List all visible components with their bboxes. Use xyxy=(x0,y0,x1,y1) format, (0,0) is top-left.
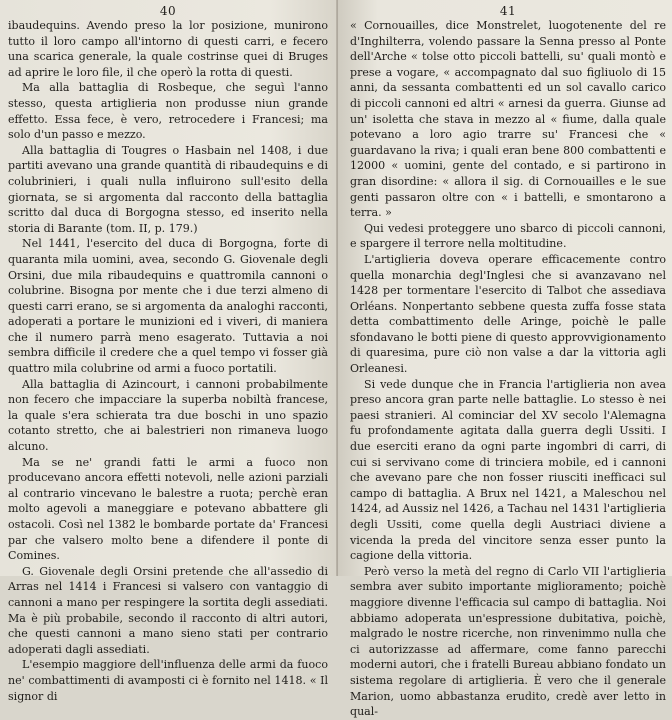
paragraph: « Cornouailles, dice Monstrelet, luogotenente del re d'Inghilterra, volendo passare la Senna presso al Ponte dell'Arche « tolse otto piccoli battelli, su' quali montò e prese a vogare, « accompagnato dal suo figliuolo di 15 anni, da sessanta combattenti ed un sol cavallo carico di piccoli cannoni ed altri « arnesi da guerra. Giunse ad un' isoletta che stava in mezzo al « fiume, dalla quale potevano a loro agio trarre su' Francesi che « guardavano la riva; i quali eran bene 800 combattenti e 12000 « uomini, gente del contado, e si partirono in gran disordine: « allora il sig. di Cornouailles e le sue genti passaron oltre con « i battelli, e smontarono a terra. » xyxy=(350,19,666,220)
page-number-left: 40 xyxy=(159,4,177,18)
paragraph: Nel 1441, l'esercito del duca di Borgogna, forte di quaranta mila uomini, avea, secondo G. Giovenale degli Orsini, due mila ribaudequins e quattromila cannoni o colubrine. Bisogna por mente che i due terzi almeno di questi carri erano, se si argomenta da analoghi racconti, adoperati a portare le munizioni ed i viveri, di maniera che il numero parrà meno esagerato. Tuttavia a noi sembra difficile il credere che a quel tempo vi fosser già quattro mila colubrine od armi a fuoco portatili. xyxy=(8,237,328,376)
page-number-right: 41 xyxy=(499,4,517,18)
paragraph: ibaudequins. Avendo preso la lor posizione, munirono tutto il loro campo all'intorno di questi carri, e fecero una scarica generale, la quale costrinse quei di Bruges ad aprire le loro file, il che operò la rotta di questi. xyxy=(8,19,328,79)
left-page xyxy=(0,0,338,703)
paragraph: G. Giovenale degli Orsini pretende che all'assedio di Arras nel 1414 i Francesi si valsero con vantaggio di cannoni a mano per respingere la sortita degli assediati. Ma è più probabile, secondo il racconto di altri autori, che questi cannoni a mano sieno stati per contrario adoperati dagli assediati. xyxy=(8,564,328,656)
paragraph: Alla battaglia di Azincourt, i cannoni probabilmente non fecero che impacciare la superba nobiltà francese, la quale s'era schierata tra due boschi in uno spazio cotanto stretto, che ai balestrieri non rimaneva luogo alcuno. xyxy=(8,377,328,454)
paragraph: Alla battaglia di Tougres o Hasbain nel 1408, i due partiti avevano una grande quantità di ribaudequins e di colubrinieri, i quali nulla influirono sull'esito della giornata, se si argomenta dal racconto della battaglia scritto dal duca di Borgogna stesso, ed inserito nella storia di Barante (tom. II, p. 179.) xyxy=(8,143,328,235)
paragraph: Si vede dunque che in Francia l'artiglieria non avea preso ancora gran parte nelle battaglie. Lo stesso è nei paesi stranieri. Al cominciar del XV secolo l'Alemagna fu profondamente agitata dalla guerra degli Ussiti. I due eserciti erano da ogni parte ingombri di carri, di cui si servivano come di trinciera mobile, ed i cannoni che avevano pare che non fosser riusciti inefficaci sul campo di battaglia. A Brux nel 1421, a Maleschou nel 1424, ad Aussiz nel 1426, a Tachau nel 1431 l'artiglieria degli Ussiti, come quella degli Austriaci diviene a vicenda la preda del vincitore senza esser punto la cagione della vittoria. xyxy=(350,377,666,563)
paragraph: Però verso la metà del regno di Carlo VII l'artiglieria sembra aver subito importante miglioramento; poichè maggiore divenne l'efficacia sul campo di battaglia. Noi abbiamo adoperata un'espressione dubitativa, poichè, malgrado le nostre ricerche, non rinvenimmo nulla che ci autorizzasse ad affermare, come fanno parecchi moderni autori, che i fratelli Bureau abbiano fondato un sistema regolare di artiglieria. È vero che il generale Marion, uomo abbastanza erudito, credè aver letto in qual- xyxy=(350,564,666,719)
right-page-text xyxy=(350,18,666,720)
left-page-text xyxy=(8,18,328,704)
paragraph: Ma alla battaglia di Rosbeque, che seguì l'anno stesso, questa artiglieria non produsse niun grande effetto. Essa fece, è vero, retrocedere i Francesi; ma solo d'un passo e mezzo. xyxy=(8,81,328,142)
paragraph: L'esempio maggiore dell'influenza delle armi da fuoco ne' combattimenti di avamposti ci è fornito nel 1418. « Il signor di xyxy=(8,658,328,703)
paragraph: Ma se ne' grandi fatti le armi a fuoco non producevano ancora effetti notevoli, nelle azioni parziali al contrario vincevano le balestre a ruota; perchè eran molto agevoli a maneggiare e potevano abbattere gli ostacoli. Così nel 1382 le bombarde portate da' Francesi par che valsero molto bene a difendere il ponte di Comines. xyxy=(8,455,328,563)
paragraph: L'artiglieria doveva operare efficacemente contro quella monarchia degl'Inglesi che si avanzavano nel 1428 per tormentare l'esercito di Talbot che assediava Orléans. Nonpertanto sebbene questa zuffa fosse stata detta combattimento delle Aringe, poichè le palle sfondavano le botti piene di questo approvvigionamento di quaresima, pure ciò non valse a dar la vittoria agli Orleanesi. xyxy=(350,252,666,376)
right-page xyxy=(338,0,672,719)
paragraph: Qui vedesi proteggere uno sbarco di piccoli cannoni, e spargere il terrore nella moltitudine. xyxy=(350,221,666,251)
